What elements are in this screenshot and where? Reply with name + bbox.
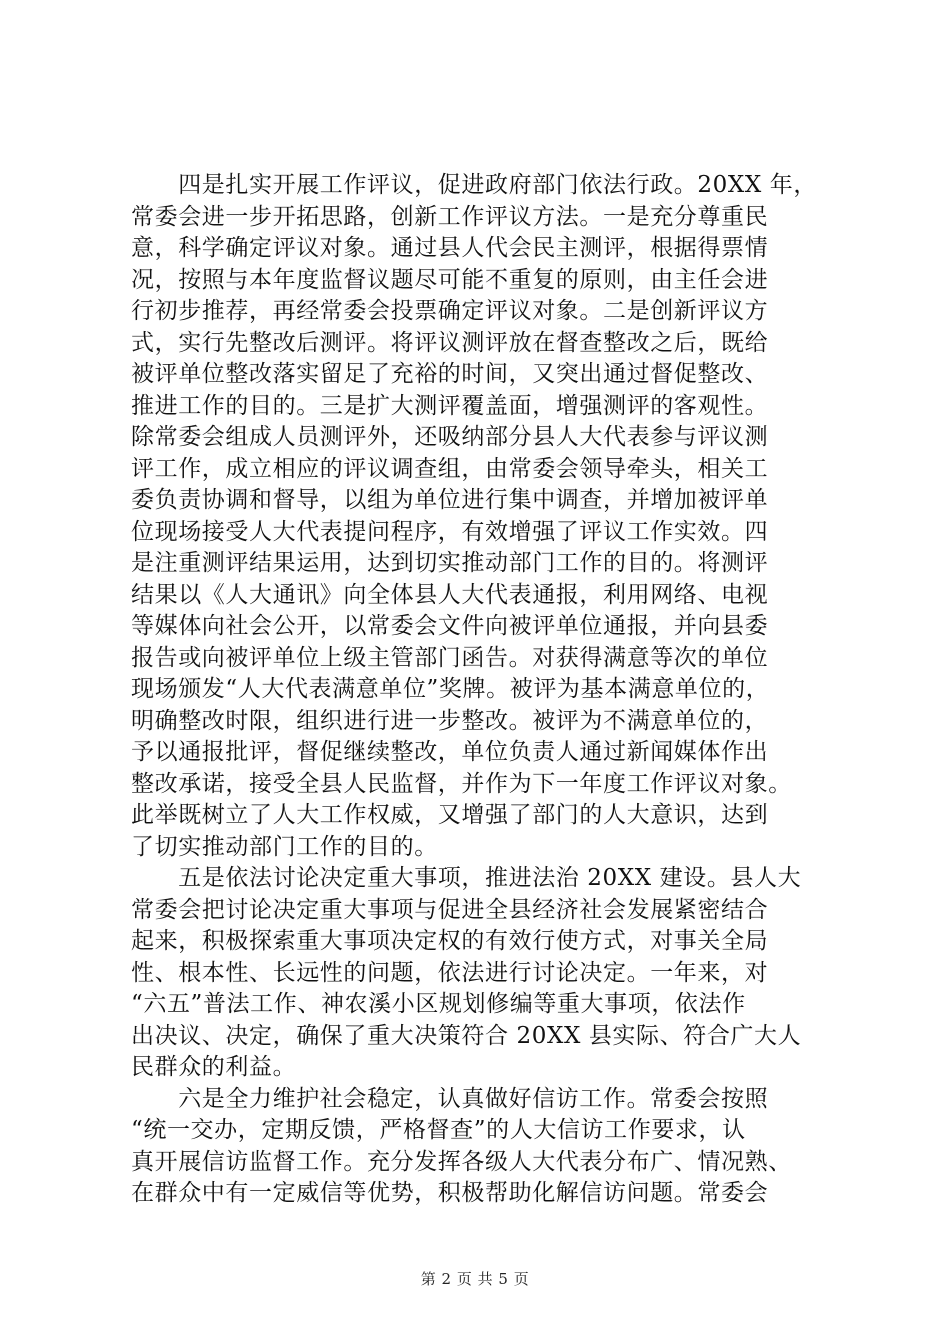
text-line: 位现场接受人大代表提问程序，有效增强了评议工作实效。四: [131, 518, 769, 545]
text-line: “统一交办，定期反馈，严格督查”的人大信访工作要求，认: [131, 1117, 746, 1143]
text-line: 被评单位整改落实留足了充裕的时间，又突出通过督促整改、: [131, 361, 769, 387]
text-line: 在群众中有一定威信等优势，积极帮助化解信访问题。常委会: [131, 1180, 769, 1206]
text-line: 现场颁发“人大代表满意单位”奖牌。被评为基本满意单位的，: [131, 676, 770, 702]
text-line: 了切实推动部门工作的目的。: [131, 833, 438, 860]
text-line: 常委会进一步开拓思路，创新工作评议方法。一是充分尊重民: [131, 203, 769, 230]
text-line: 常委会把讨论决定重大事项与促进全县经济社会发展紧密结合: [131, 896, 769, 923]
text-line: 民群众的利益。: [131, 1054, 297, 1080]
text-line: 意，科学确定评议对象。通过县人代会民主测评，根据得票情: [131, 235, 769, 261]
text-line: 评工作，成立相应的评议调查组，由常委会领导牵头，相关工: [131, 455, 769, 482]
text-line: 除常委会组成人员测评外，还吸纳部分县人大代表参与评议测: [131, 424, 769, 450]
text-line: 明确整改时限，组织进行进一步整改。被评为不满意单位的，: [131, 707, 769, 734]
text-line: 此举既树立了人大工作权威，又增强了部门的人大意识，达到: [131, 802, 769, 828]
text-line: 四是扎实开展工作评议，促进政府部门依法行政。20XX 年，: [131, 172, 817, 198]
text-line: 况，按照与本年度监督议题尽可能不重复的原则，由主任会进: [131, 266, 769, 293]
text-line: 委负责协调和督导，以组为单位进行集中调查，并增加被评单: [131, 487, 769, 513]
text-line: 五是依法讨论决定重大事项，推进法治 20XX 建设。县人大: [131, 865, 802, 891]
text-line: 行初步推荐，再经常委会投票确定评议对象。二是创新评议方: [131, 298, 769, 324]
text-line: 报告或向被评单位上级主管部门函告。对获得满意等次的单位: [131, 644, 769, 671]
text-line: “六五”普法工作、神农溪小区规划修编等重大事项，依法作: [131, 991, 746, 1017]
text-line: 式，实行先整改后测评。将评议测评放在督查整改之后，既给: [131, 329, 769, 356]
page-footer: 第 2 页 共 5 页: [420, 1270, 530, 1288]
text-line: 六是全力维护社会稳定，认真做好信访工作。常委会按照: [131, 1085, 769, 1112]
text-line: 等媒体向社会公开，以常委会文件向被评单位通报，并向县委: [131, 613, 769, 639]
text-line: 结果以《人大通讯》向全体县人大代表通报，利用网络、电视: [131, 581, 769, 608]
text-line: 推进工作的目的。三是扩大测评覆盖面，增强测评的客观性。: [131, 392, 769, 419]
body-text: [131, 170, 851, 1210]
text-line: 出决议、决定，确保了重大决策符合 20XX 县实际、符合广大人: [131, 1022, 802, 1049]
text-line: 真开展信访监督工作。充分发挥各级人大代表分布广、情况熟、: [131, 1148, 792, 1175]
text-line: 是注重测评结果运用，达到切实推动部门工作的目的。将测评: [131, 550, 769, 576]
text-line: 予以通报批评，督促继续整改，单位负责人通过新闻媒体作出: [131, 739, 769, 765]
text-line: 性、根本性、长远性的问题，依法进行讨论决定。一年来，对: [131, 959, 769, 986]
text-line: 起来，积极探索重大事项决定权的有效行使方式，对事关全局: [131, 928, 769, 954]
text-line: 整改承诺，接受全县人民监督，并作为下一年度工作评议对象。: [131, 770, 792, 797]
